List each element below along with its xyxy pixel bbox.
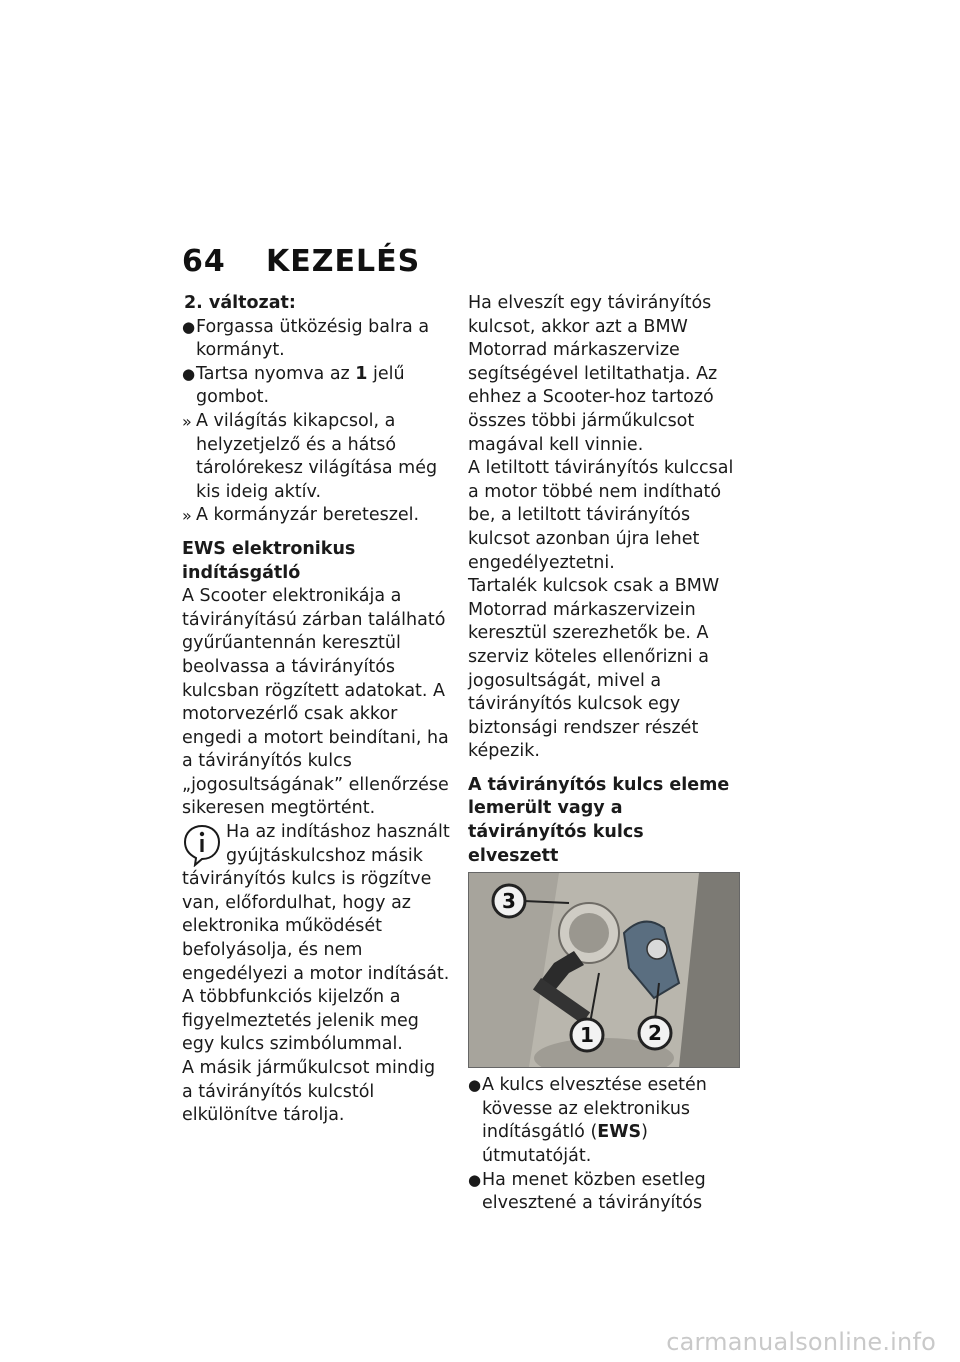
list-item-text: Ha menet közben esetleg elvesztené a távirányítós <box>482 1169 706 1214</box>
result-arrow-icon: » <box>182 411 192 431</box>
key-reference: EWS <box>597 1122 642 1143</box>
result-arrow-icon: » <box>182 506 192 526</box>
list-item <box>468 1074 740 1168</box>
list-item <box>182 363 450 410</box>
result-item <box>182 410 450 504</box>
info-note-icon <box>182 823 222 867</box>
list-item-text: Forgassa ütközésig balra a kormányt. <box>196 316 430 361</box>
left-column <box>182 292 450 1128</box>
key-reference: 1 <box>355 363 368 384</box>
photo-label-3: 3 <box>502 889 516 914</box>
info-note <box>182 821 450 1057</box>
list-item <box>182 316 450 363</box>
battery-heading: A távirányítós kulcs eleme lemerült vagy a távirányítós kulcs elveszett <box>468 774 730 866</box>
right-column <box>468 292 740 1216</box>
lost-key-paragraph-2: A letiltott távirányítós kulccsal a motor többé nem indítható be, a letiltott távirányítós kulcsot azonban újra lehet engedélyeztetni. <box>468 458 734 573</box>
storage-paragraph: A másik járműkulcsot mindig a távirányítós kulcstól elkülönítve tárolja. <box>182 1058 436 1126</box>
key-photo <box>468 872 740 1068</box>
result-text: A világítás kikapcsol, a helyzetjelző és a hátsó tárolórekesz világítása még kis ideig aktív. <box>196 410 438 502</box>
bullet-dot-icon: ● <box>468 1170 482 1189</box>
lost-key-paragraph-1: Ha elveszít egy távirányítós kulcsot, akkor azt a BMW Motorrad márkaszervize segítségével letiltathatja. Az ehhez a Scooter-hoz tartozó összes többi járműkulcsot magával kell vinnie. <box>468 293 718 455</box>
ews-heading: EWS elektronikus indításgátló <box>182 538 356 583</box>
bullet-dot-icon: ● <box>468 1076 482 1095</box>
photo-label-1: 1 <box>580 1023 594 1048</box>
ews-paragraph: A Scooter elektronikája a távirányítású zárban található gyűrűantennán keresztül beolvassa a távirányítós kulcsban rögzített adatokat. A motorvezérlő csak akkor engedi a motort beindítani, ha a távirányítós kulcs „jogosultságának” ellenőrzése sikeresen megtörtént. <box>182 586 449 819</box>
result-item <box>182 504 450 528</box>
list-item-text-post: jelű gombot. <box>196 363 405 408</box>
page-header <box>182 244 420 279</box>
bullet-dot-icon: ● <box>182 317 196 336</box>
list-item <box>468 1169 740 1216</box>
result-text: A kormányzár bereteszel. <box>196 505 420 526</box>
spare-keys-paragraph: Tartalék kulcsok csak a BMW Motorrad márkaszervizein keresztül szerezhetők be. A szerviz köteles ellenőrizni a jogosultságát, mivel a távirányítós kulcsok egy biztonsági rendszer részét képezik. <box>468 576 720 762</box>
list-item-text-pre: Tartsa nyomva az <box>196 363 356 384</box>
page-number: 64 <box>182 244 226 279</box>
bullet-dot-icon: ● <box>182 364 196 383</box>
note-text: Ha az indításhoz használt gyújtáskulcshoz másik távirányítós kulcs is rögzítve van, előfordulhat, hogy az elektronika működését befolyásolja, és nem engedélyezi a motor indítását. A többfunkciós kijelzőn a figyelmeztetés jelenik meg egy kulcs szimbólummal. <box>182 822 450 1055</box>
section-title: KEZELÉS <box>266 244 421 279</box>
variant-label: 2. változat: <box>184 293 296 313</box>
photo-label-2: 2 <box>648 1021 662 1046</box>
watermark: carmanualsonline.info <box>666 1328 936 1356</box>
key-illustration <box>469 873 739 1067</box>
list-item-text-post: ) útmutatóját. <box>482 1122 648 1167</box>
list-item-text-pre: A kulcs elvesztése esetén kövesse az elektronikus indításgátló ( <box>482 1075 707 1143</box>
